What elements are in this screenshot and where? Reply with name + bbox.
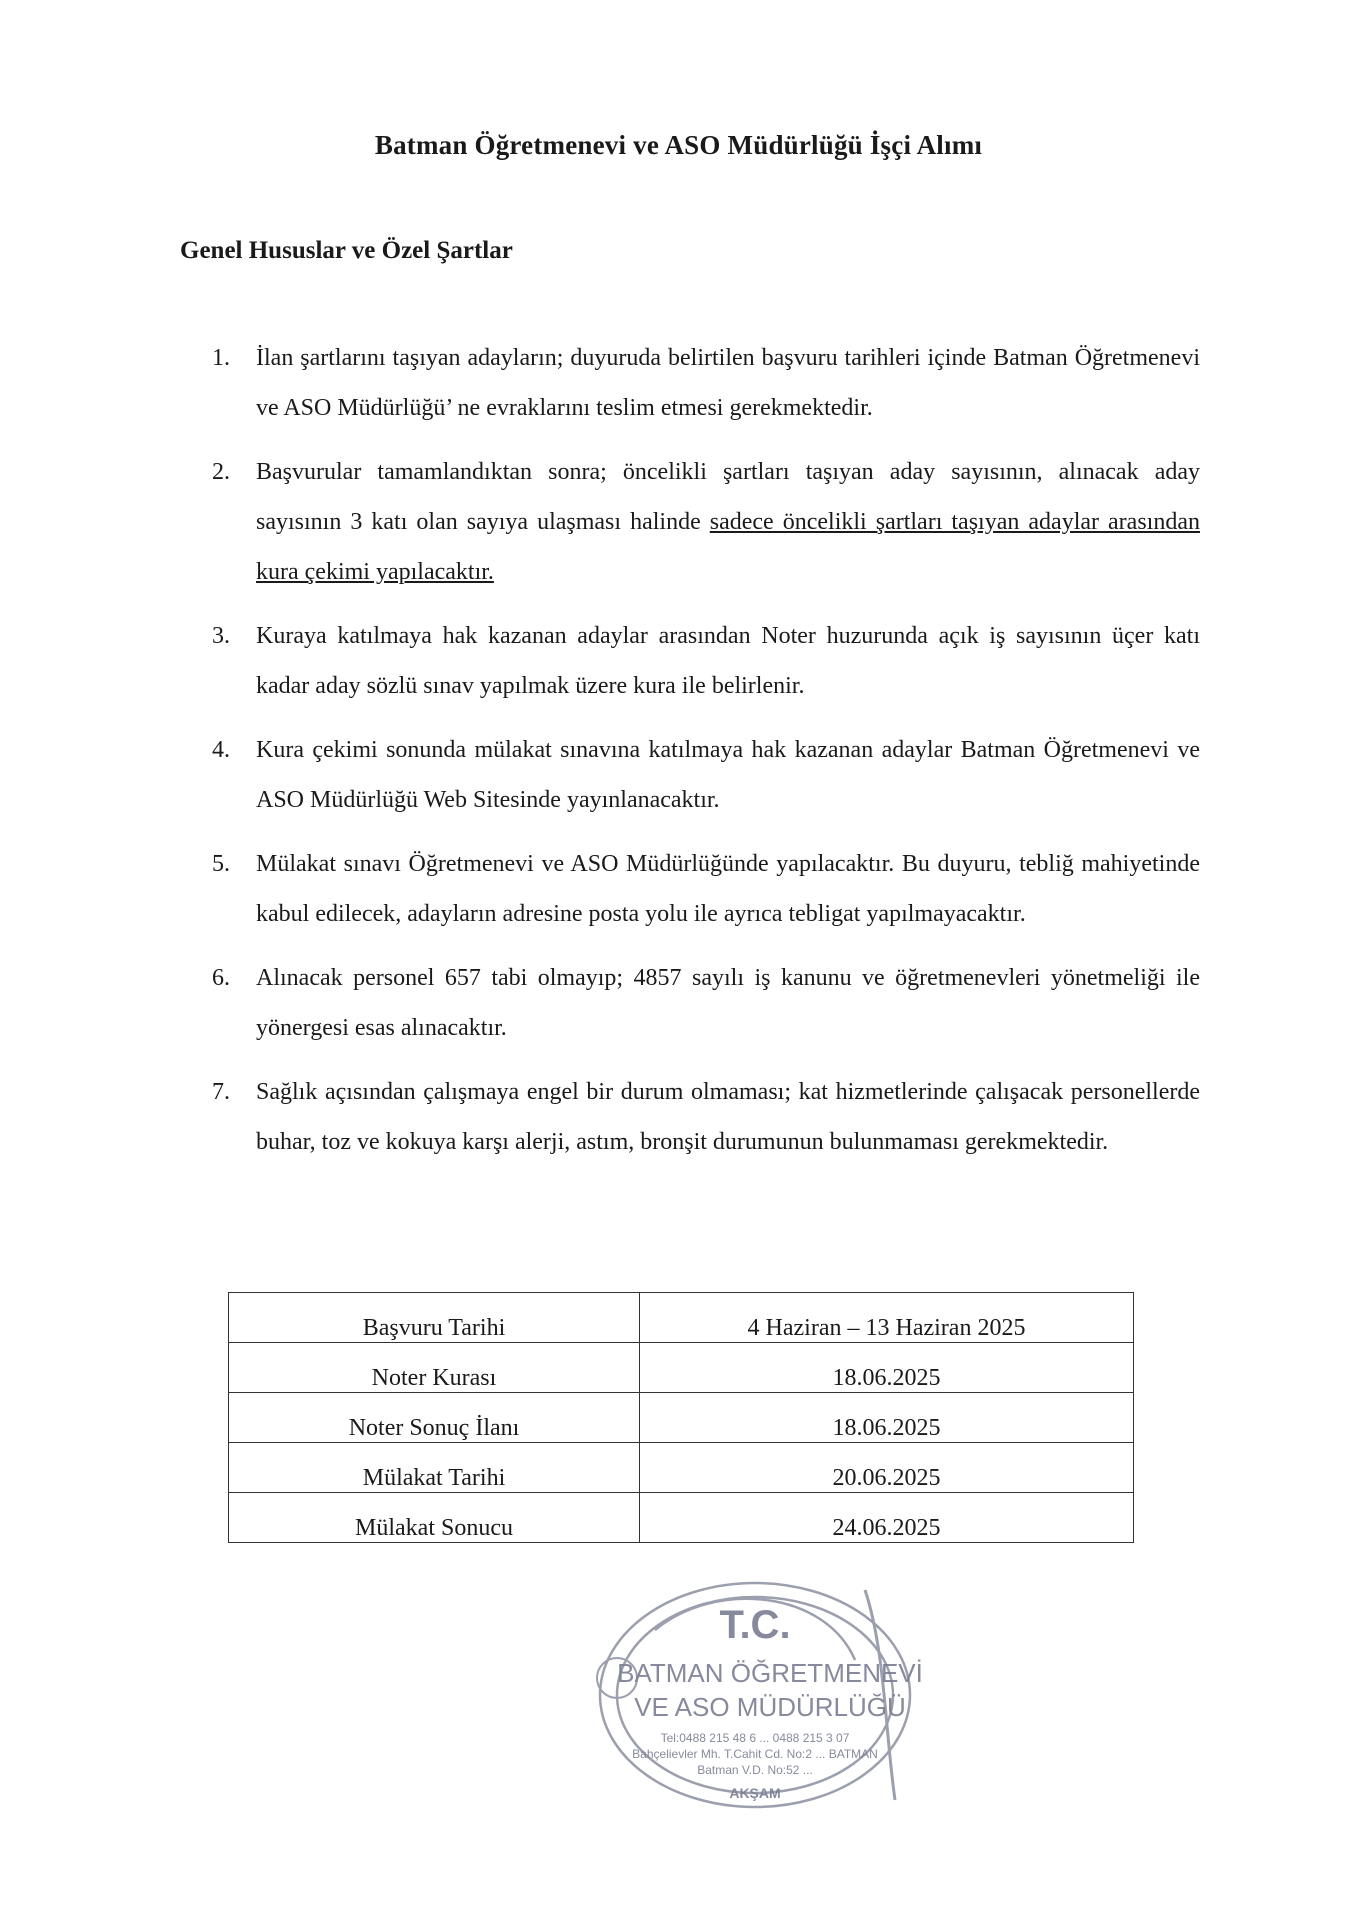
table-cell-label: Noter Sonuç İlanı [229, 1393, 640, 1443]
stamp-bottom: AKŞAM [729, 1785, 781, 1801]
list-item [200, 725, 1200, 825]
stamp-line-3: VE ASO MÜDÜRLÜĞÜ [634, 1692, 906, 1722]
item-text: Alınacak personel 657 tabi olmayıp; 4857 sayılı iş kanunu ve öğretmenevleri yönetmeliği ile yönergesi esas alınacaktır. [256, 965, 1200, 1041]
item-underlined-text: sadece öncelikli şartları taşıyan adaylar arasından kura çekimi yapılacaktır. [256, 509, 1200, 585]
list-item [200, 1067, 1200, 1167]
table-row [229, 1493, 1134, 1543]
list-item [200, 839, 1200, 939]
item-text: İlan şartlarını taşıyan adayların; duyuruda belirtilen başvuru tarihleri içinde Batman Öğretmenevi ve ASO Müdürlüğü’ ne evraklarını teslim etmesi gerekmektedir. [256, 345, 1200, 421]
item-number: 4. [212, 737, 230, 763]
item-number: 3. [212, 623, 230, 649]
table-cell-value: 18.06.2025 [640, 1393, 1134, 1443]
list-item [200, 611, 1200, 711]
table-cell-label: Noter Kurası [229, 1343, 640, 1393]
item-number: 5. [212, 851, 230, 877]
item-number: 2. [212, 459, 230, 485]
item-text: Sağlık açısından çalışmaya engel bir durum olmaması; kat hizmetlerinde çalışacak personellerde buhar, toz ve kokuya karşı alerji, astım, bronşit durumunun bulunmaması gerekmektedir. [256, 1079, 1200, 1155]
item-number: 1. [212, 345, 230, 371]
stamp-tax: Batman V.D. No:52 ... [697, 1763, 813, 1777]
item-number: 6. [212, 965, 230, 991]
list-item [200, 447, 1200, 597]
stamp-line-2: BATMAN ÖĞRETMENEVİ [617, 1658, 923, 1688]
table-row [229, 1393, 1134, 1443]
table-row [229, 1293, 1134, 1343]
item-text: Kura çekimi sonunda mülakat sınavına katılmaya hak kazanan adaylar Batman Öğretmenevi ve ASO Müdürlüğü Web Sitesinde yayınlanacaktır. [256, 737, 1200, 813]
item-text: Başvurular tamamlandıktan sonra; öncelikli şartları taşıyan aday sayısının, alınacak aday sayısının 3 katı olan sayıya ulaşması halinde [256, 459, 1200, 535]
stamp-address: Bahçelievler Mh. T.Cahit Cd. No:2 ... BATMAN [632, 1747, 878, 1761]
table-cell-value: 24.06.2025 [640, 1493, 1134, 1543]
list-item [200, 953, 1200, 1053]
table-cell-value: 20.06.2025 [640, 1443, 1134, 1493]
table-cell-label: Mülakat Tarihi [229, 1443, 640, 1493]
table-cell-value: 18.06.2025 [640, 1343, 1134, 1393]
table-cell-label: Başvuru Tarihi [229, 1293, 640, 1343]
dates-table [228, 1292, 1134, 1543]
official-stamp [565, 1570, 965, 1820]
document-title: Batman Öğretmenevi ve ASO Müdürlüğü İşçi Alımı [374, 130, 983, 160]
item-text: Mülakat sınavı Öğretmenevi ve ASO Müdürlüğünde yapılacaktır. Bu duyuru, tebliğ mahiyetinde kabul edilecek, adayların adresine posta yolu ile ayrıca tebligat yapılmayacaktır. [256, 851, 1200, 927]
stamp-line-1: T.C. [719, 1603, 791, 1647]
conditions-list [200, 333, 1200, 1181]
table-row [229, 1343, 1134, 1393]
table-cell-label: Mülakat Sonucu [229, 1493, 640, 1543]
stamp-tel: Tel:0488 215 48 6 ... 0488 215 3 07 [660, 1731, 850, 1745]
section-heading: Genel Hususlar ve Özel Şartlar [180, 237, 513, 264]
item-text: Kuraya katılmaya hak kazanan adaylar arasından Noter huzurunda açık iş sayısının üçer katı kadar aday sözlü sınav yapılmak üzere kura ile belirlenir. [256, 623, 1200, 699]
table-row [229, 1443, 1134, 1493]
list-item [200, 333, 1200, 433]
item-number: 7. [212, 1079, 230, 1105]
table-cell-value: 4 Haziran – 13 Haziran 2025 [640, 1293, 1134, 1343]
